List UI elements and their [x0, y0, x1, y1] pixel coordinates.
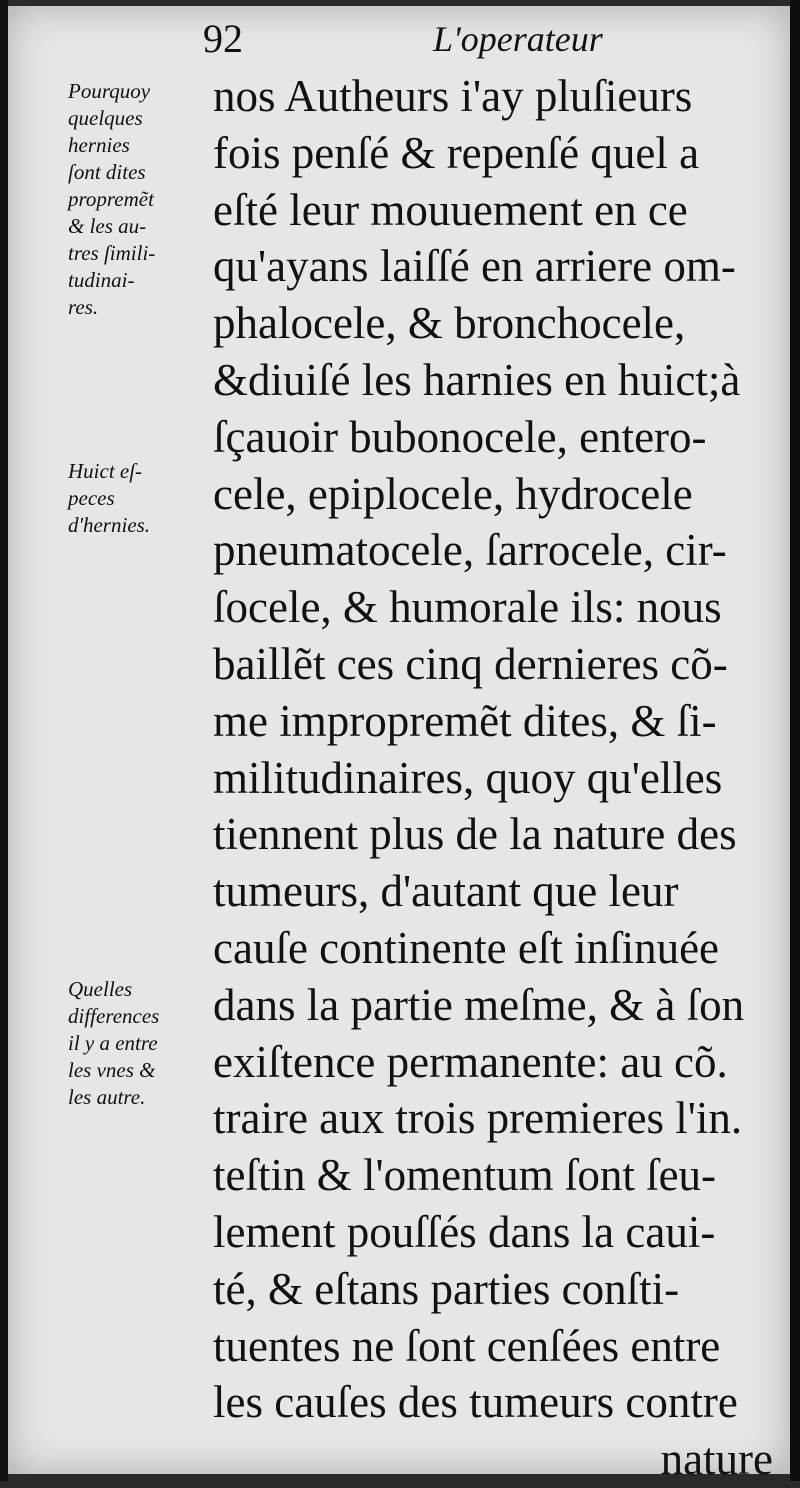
text-line: traire aux trois premieres l'in.	[213, 1093, 743, 1144]
side-note-line: propremẽt	[68, 187, 154, 211]
side-note-line: res.	[68, 295, 99, 319]
text-line: lement pouſſés dans la caui-	[213, 1206, 716, 1257]
scan-left-edge	[0, 0, 8, 1481]
body-text	[213, 68, 773, 1488]
text-line: baillẽt ces cinq dernieres cõ-	[213, 638, 728, 689]
text-line: me impropremẽt dites, & ſi-	[213, 695, 717, 746]
side-note-line: d'hernies.	[68, 513, 151, 537]
side-note-line: peces	[68, 486, 115, 510]
text-line: tiennent plus de la nature des	[213, 809, 737, 860]
side-note-line: tres ſimili-	[68, 241, 156, 265]
text-line: exiſtence permanente: au cõ.	[213, 1036, 728, 1087]
side-note-line: differences	[68, 1004, 160, 1028]
text-line: pneumatocele, ſarrocele, cir-	[213, 525, 727, 576]
text-line: nos Autheurs i'ay pluſieurs	[213, 71, 693, 121]
text-line: dans la partie meſme, & à ſon	[213, 979, 745, 1030]
side-note	[68, 78, 218, 321]
page-number: 92	[203, 16, 243, 61]
text-line: ſçauoir bubonocele, entero-	[213, 411, 707, 462]
side-note-line: il y a entre	[68, 1031, 158, 1055]
page-header	[203, 16, 783, 62]
side-note-line: les vnes &	[68, 1058, 156, 1082]
side-note	[68, 458, 218, 539]
text-line: fois penſé & repenſé quel a	[213, 127, 700, 178]
side-note-line: ſont dites	[68, 160, 146, 184]
text-line: té, & eſtans parties conſti-	[213, 1263, 680, 1314]
text-line: teſtin & l'omentum ſont ſeu-	[213, 1150, 717, 1201]
side-note-line: hernies	[68, 133, 130, 157]
text-line: phalocele, & bronchocele,	[213, 298, 686, 349]
scan-right-edge	[790, 0, 800, 1481]
side-note-line: les autre.	[68, 1085, 146, 1109]
book-page	[8, 6, 790, 1485]
running-head: L'operateur	[433, 19, 603, 59]
text-line: ſocele, & humorale ils: nous	[213, 582, 722, 633]
text-line: eſté leur mouuement en ce	[213, 184, 688, 235]
text-line: tumeurs, d'autant que leur	[213, 866, 679, 917]
side-note-line: Huict eſ-	[68, 459, 143, 483]
side-note-line: Quelles	[68, 977, 133, 1001]
text-line: qu'ayans laiſſé en arriere om-	[213, 241, 736, 292]
side-note-line: Pourquoy	[68, 79, 151, 103]
text-line: cele, epiplocele, hydrocele	[213, 468, 693, 519]
text-line: militudinaires, quoy qu'elles	[213, 752, 723, 803]
text-line: &diuiſé les harnies en huict;à	[213, 354, 741, 405]
text-line: tuentes ne ſont cenſées entre	[213, 1320, 721, 1371]
side-note-line: & les au-	[68, 214, 147, 238]
text-line: cauſe continente eſt inſinuée	[213, 922, 720, 973]
side-note	[68, 976, 218, 1111]
side-note-line: quelques	[68, 106, 143, 130]
side-note-line: tudinai-	[68, 268, 135, 292]
text-line: les cauſes des tumeurs contre	[213, 1377, 738, 1428]
catchword: nature	[660, 1434, 773, 1485]
